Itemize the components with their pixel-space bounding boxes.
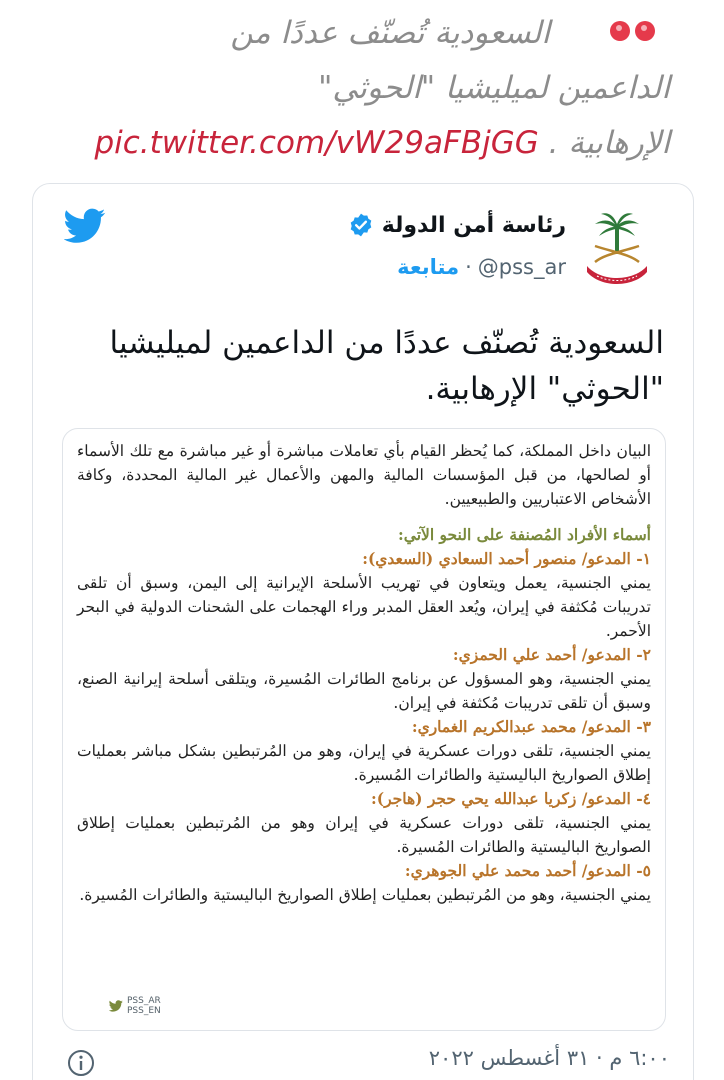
tweet-timestamp[interactable]: ٦:٠٠ م · ٣١ أغسطس ٢٠٢٢ [428,1046,670,1070]
person-description: يمني الجنسية، تلقى دورات عسكرية في إيران، وهو من المُرتبطين بشكل مباشر بعمليات إطلاق الصواريخ الباليستية والطائرات المُسيرة. [77,742,651,784]
tweet-media-image[interactable] [62,428,666,1031]
headline-line-3-text: الإرهابية . [548,125,670,161]
person-name: ٢- المدعو/ أحمد علي الحمزي: [452,645,651,664]
twitter-bird-icon[interactable] [64,208,106,244]
follow-button[interactable]: متابعة [397,255,460,279]
info-icon[interactable] [66,1048,96,1078]
person-description: يمني الجنسية، يعمل ويتعاون في تهريب الأسلحة الإيرانية إلى اليمن، وسبق أن تلقى تدريبات مُكثفة في إيران، ويُعد العقل المدبر وراء الهجمات على الشحنات الدولية في البحر الأحمر. [77,574,651,640]
person-description: يمني الجنسية، تلقى دورات عسكرية في إيران وهو من المُرتبطين بعمليات إطلاق الصواريخ الباليستية والطائرات المُسيرة. [77,814,651,856]
tweet-image-link[interactable]: pic.twitter.com/vW29aFBjGG [94,125,539,161]
author-handle-row [397,255,566,279]
headline-line-3 [70,116,670,171]
state-security-logo-icon[interactable] [581,210,653,292]
document-intro: البيان داخل المملكة، كما يُحظر القيام بأي تعاملات مباشرة أو غير مباشرة مع تلك الأسماء أو لصالحها، من قبل المؤسسات المالية والمهن والأعمال غير المالية المحددة، وكافة الأشخاص الاعتباريين والطبيعيين. [77,442,651,508]
handle-separator: · [465,255,472,279]
author-name-row [348,212,566,238]
person-name: ٤- المدعو/ زكريا عبدالله يحي حجر (هاجر): [371,789,651,808]
person-name: ٥- المدعو/ أحمد محمد علي الجوهري: [404,861,651,880]
tweet-text: السعودية تُصنّف عددًا من الداعمين لميليشيا "الحوثي" الإرهابية. [109,325,664,407]
twitter-bird-small-icon [109,1000,123,1012]
author-handle[interactable]: @pss_ar [477,255,566,279]
person-description: يمني الجنسية، وهو المسؤول عن برنامج الطائرات المُسيرة، ويتلقى أسلحة إيرانية الصنع، وسبق أن تلقى تدريبات مُكثفة في إيران. [77,670,651,712]
pss-badge-line-1: PSS_AR [127,996,161,1006]
verified-badge-icon [348,212,374,238]
pss-badge-line-2: PSS_EN [127,1006,161,1016]
document-heading: أسماء الأفراد المُصنفة على النحو الآتي: [398,525,651,544]
headline [70,6,670,171]
person-name: ١- المدعو/ منصور أحمد السعادي (السعدي): [362,549,651,568]
statement-document [77,439,651,907]
pss-account-badge [109,996,161,1016]
headline-line-1: السعودية تُصنّف عددًا من [230,15,550,51]
headline-line-2: الداعمين لميليشيا "الحوثي" [318,70,670,106]
author-display-name[interactable]: رئاسة أمن الدولة [381,212,566,238]
person-name: ٣- المدعو/ محمد عبدالكريم الغماري: [411,717,651,736]
person-description: يمني الجنسية، وهو من المُرتبطين بعمليات إطلاق الصواريخ الباليستية والطائرات المُسيرة. [79,886,651,904]
